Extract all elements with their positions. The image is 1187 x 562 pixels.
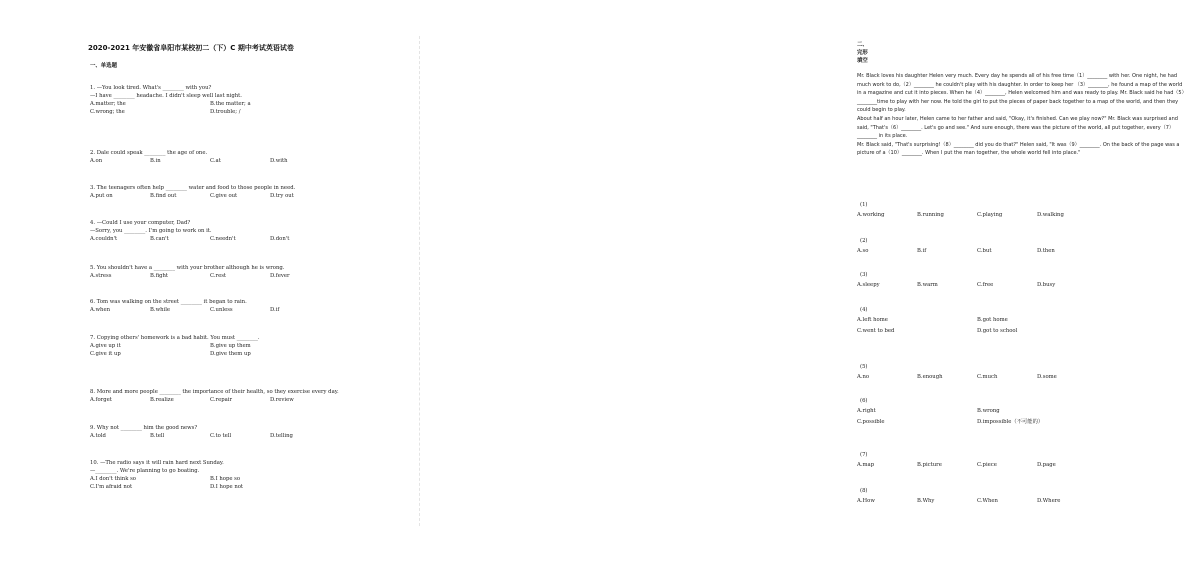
question-stem: 10. —The radio says it will rain hard next Sunday. — [90, 460, 224, 466]
option-row — [857, 417, 1187, 428]
option-row — [857, 372, 1187, 383]
question-stem: 7. Copying others' homework is a bad habit. You must ________. — [90, 335, 260, 341]
answer-option[interactable]: B.wrong — [977, 408, 1000, 414]
answer-option[interactable]: A.How — [857, 498, 875, 504]
answer-option[interactable]: A.right — [857, 408, 876, 414]
option-row — [90, 235, 415, 243]
option-row — [857, 406, 1187, 417]
answer-option[interactable]: C.possible — [857, 419, 885, 425]
answer-option[interactable]: A.I don't think so — [90, 476, 136, 482]
question-number: (8) — [860, 488, 868, 494]
answer-option[interactable]: B.can't — [150, 236, 169, 242]
answer-option[interactable]: B.realize — [150, 397, 174, 403]
option-row — [857, 496, 1187, 507]
question-stem: 3. The teenagers often help ________ water and food to those people in need. — [90, 185, 296, 191]
question-number: (7) — [860, 452, 868, 458]
right-column — [420, 0, 1187, 562]
answer-option[interactable]: C.I'm afraid not — [90, 484, 133, 490]
answer-option[interactable]: D.got to school — [977, 328, 1018, 334]
question-stem: 8. More and more people ________ the importance of their health, so they exercise every day. — [90, 389, 339, 395]
answer-option[interactable]: B.picture — [917, 462, 942, 468]
answer-option[interactable]: B.tell — [150, 433, 165, 439]
option-row — [90, 157, 415, 165]
question-2 — [90, 149, 415, 165]
answer-option[interactable]: C.playing — [977, 212, 1003, 218]
answer-option[interactable]: D.don't — [270, 236, 290, 242]
answer-option[interactable]: A.give up it — [90, 343, 121, 349]
answer-option[interactable]: B.fight — [150, 273, 169, 279]
question-4 — [90, 219, 415, 243]
answer-option[interactable]: D.if — [270, 307, 280, 313]
answer-option[interactable]: D.some — [1037, 374, 1057, 380]
answer-option[interactable]: D.page — [1037, 462, 1056, 468]
question-stem: 5. You shouldn't have a ________ with your brother although he is wrong. — [90, 265, 285, 271]
option-row — [90, 350, 415, 358]
cloze-question-4 — [857, 305, 1187, 337]
answer-option[interactable]: C.give it up — [90, 351, 121, 357]
cloze-question-5 — [857, 362, 1187, 383]
option-row — [90, 396, 415, 404]
answer-option[interactable]: C.much — [977, 374, 998, 380]
answer-option[interactable]: D.walking — [1037, 212, 1064, 218]
answer-option[interactable]: A.matter; the — [90, 101, 126, 107]
answer-option[interactable]: C.to tell — [210, 433, 232, 439]
question-number: (4) — [860, 307, 868, 313]
answer-option[interactable]: C.but — [977, 248, 992, 254]
question-7 — [90, 334, 415, 358]
answer-option[interactable]: B.enough — [917, 374, 943, 380]
answer-option[interactable]: D.review — [270, 397, 294, 403]
question-1 — [90, 84, 415, 116]
question-stem: 6. Tom was walking on the street ________ it began to rain. — [90, 299, 247, 305]
answer-option[interactable]: D.try out — [270, 193, 294, 199]
option-row — [90, 342, 415, 350]
question-stem: 4. —Could I use your computer, Dad? — [90, 220, 191, 226]
answer-option[interactable]: B.while — [150, 307, 171, 313]
answer-option[interactable]: A.no — [857, 374, 870, 380]
question-8 — [90, 388, 415, 404]
option-row — [857, 246, 1187, 257]
answer-option[interactable]: A.on — [90, 158, 103, 164]
question-number: (5) — [860, 364, 868, 370]
cloze-question-3 — [857, 270, 1187, 291]
passage-paragraph: About half an hour later, Helen came to her father and said, "Okay, it's finished. Can we play now?" Mr. Black was surprised and said, "That's（6）________. Let's go and see." And sure enough, there was the picture of the world, all put together, every（7）________ in its place. — [857, 115, 1178, 140]
cloze-question-2 — [857, 236, 1187, 257]
section-heading-single-choice: 一、单选题 — [90, 63, 117, 69]
cloze-question-1 — [857, 200, 1187, 221]
answer-option[interactable]: A.map — [857, 462, 875, 468]
answer-option[interactable]: C.needn't — [210, 236, 236, 242]
answer-option[interactable]: D.fever — [270, 273, 290, 279]
question-number: (1) — [860, 202, 868, 208]
section-heading-cloze: 二、完形填空 — [857, 42, 868, 64]
question-stem: 1. —You look tired. What's ________ with you? — [90, 85, 212, 91]
option-row — [857, 280, 1187, 291]
cloze-question-8 — [857, 486, 1187, 507]
question-3 — [90, 184, 415, 200]
answer-option[interactable]: C.repair — [210, 397, 232, 403]
answer-option[interactable]: A.left home — [857, 317, 888, 323]
answer-option[interactable]: B.give up them — [210, 343, 251, 349]
question-number: (3) — [860, 272, 868, 278]
answer-option[interactable]: B.in — [150, 158, 161, 164]
answer-option[interactable]: A.stress — [90, 273, 112, 279]
answer-option[interactable]: D.trouble; / — [210, 109, 241, 115]
cloze-passage — [857, 72, 1187, 158]
answer-option[interactable]: C.piece — [977, 462, 997, 468]
answer-option[interactable]: C.free — [977, 282, 994, 288]
answer-option[interactable]: C.at — [210, 158, 221, 164]
answer-option[interactable]: B.got home — [977, 317, 1008, 323]
answer-option[interactable]: A.sleepy — [857, 282, 880, 288]
option-row — [857, 210, 1187, 221]
answer-option[interactable]: A.couldn't — [90, 236, 118, 242]
option-row — [90, 306, 415, 314]
answer-option[interactable]: D.I hope not — [210, 484, 244, 490]
option-row — [90, 272, 415, 280]
page-title: 2020-2021 年安徽省阜阳市某校初二（下）C 期中考试英语试卷 — [88, 44, 294, 52]
question-10 — [90, 459, 415, 491]
question-stem: 9. Why not ________ him the good news? — [90, 425, 198, 431]
answer-option[interactable]: C.rest — [210, 273, 227, 279]
answer-option[interactable]: C.wrong; the — [90, 109, 125, 115]
answer-option[interactable]: D.with — [270, 158, 288, 164]
option-row — [90, 432, 415, 440]
question-stem: 2. Dale could speak ________ the age of one. — [90, 150, 208, 156]
option-row — [857, 460, 1187, 471]
answer-option[interactable]: C.went to bed — [857, 328, 895, 334]
answer-option[interactable]: D.Where — [1037, 498, 1061, 504]
question-6 — [90, 298, 415, 314]
answer-option[interactable]: D.telling — [270, 433, 293, 439]
answer-option[interactable]: C.unless — [210, 307, 233, 313]
option-row — [90, 108, 415, 116]
answer-option[interactable]: D.impossible（不可能的） — [977, 419, 1044, 425]
question-stem: —I have ________ headache. I didn't sleep well last night. — [90, 93, 242, 99]
question-5 — [90, 264, 415, 280]
answer-option[interactable]: B.Why — [917, 498, 935, 504]
question-stem: —________. We're planning to go boating. — [90, 468, 200, 474]
question-stem: —Sorry, you ________. I'm going to work on it. — [90, 228, 212, 234]
answer-option[interactable]: A.put on — [90, 193, 113, 199]
cloze-question-6 — [857, 396, 1187, 428]
answer-option[interactable]: B.I hope so — [210, 476, 241, 482]
option-row — [90, 100, 415, 108]
left-column — [0, 0, 420, 562]
question-9 — [90, 424, 415, 440]
passage-paragraph: Mr. Black said, "That's surprising!（8）________ did you do that?" Helen said, "It was（9）________. On the back of the page was a picture of a（10）________. When I put the man together, the whole world fell into place." — [857, 141, 1180, 157]
answer-option[interactable]: A.when — [90, 307, 111, 313]
answer-option[interactable]: A.working — [857, 212, 885, 218]
passage-paragraph: Mr. Black loves his daughter Helen very much. Every day he spends all of his free time（1）________ with her. One night, he had much work to do,（2）________ he couldn't play with his daughter. In order to keep her （3）________, he found a map of the world in a magazine and cut it into pieces. When he（4）________, Helen welcomed him and was ready to play. Mr. Black said he had（5）________time to play with her now. He told the girl to put the pieces of paper back together to a map of the world, and then they could begin to play. — [857, 73, 1187, 114]
option-row — [857, 315, 1187, 326]
answer-option[interactable]: B.if — [917, 248, 927, 254]
answer-option[interactable]: B.the matter; a — [210, 101, 251, 107]
option-row — [90, 192, 415, 200]
question-number: (6) — [860, 398, 868, 404]
answer-option[interactable]: B.running — [917, 212, 944, 218]
answer-option[interactable]: A.forget — [90, 397, 112, 403]
option-row — [90, 475, 415, 483]
answer-option[interactable]: D.busy — [1037, 282, 1056, 288]
answer-option[interactable]: A.so — [857, 248, 869, 254]
question-number: (2) — [860, 238, 868, 244]
option-row — [857, 326, 1187, 337]
answer-option[interactable]: A.told — [90, 433, 106, 439]
answer-option[interactable]: B.warm — [917, 282, 938, 288]
answer-option[interactable]: B.find out — [150, 193, 177, 199]
answer-option[interactable]: D.give them up — [210, 351, 251, 357]
cloze-question-7 — [857, 450, 1187, 471]
answer-option[interactable]: C.give out — [210, 193, 238, 199]
option-row — [90, 483, 415, 491]
answer-option[interactable]: D.then — [1037, 248, 1055, 254]
answer-option[interactable]: C.When — [977, 498, 998, 504]
